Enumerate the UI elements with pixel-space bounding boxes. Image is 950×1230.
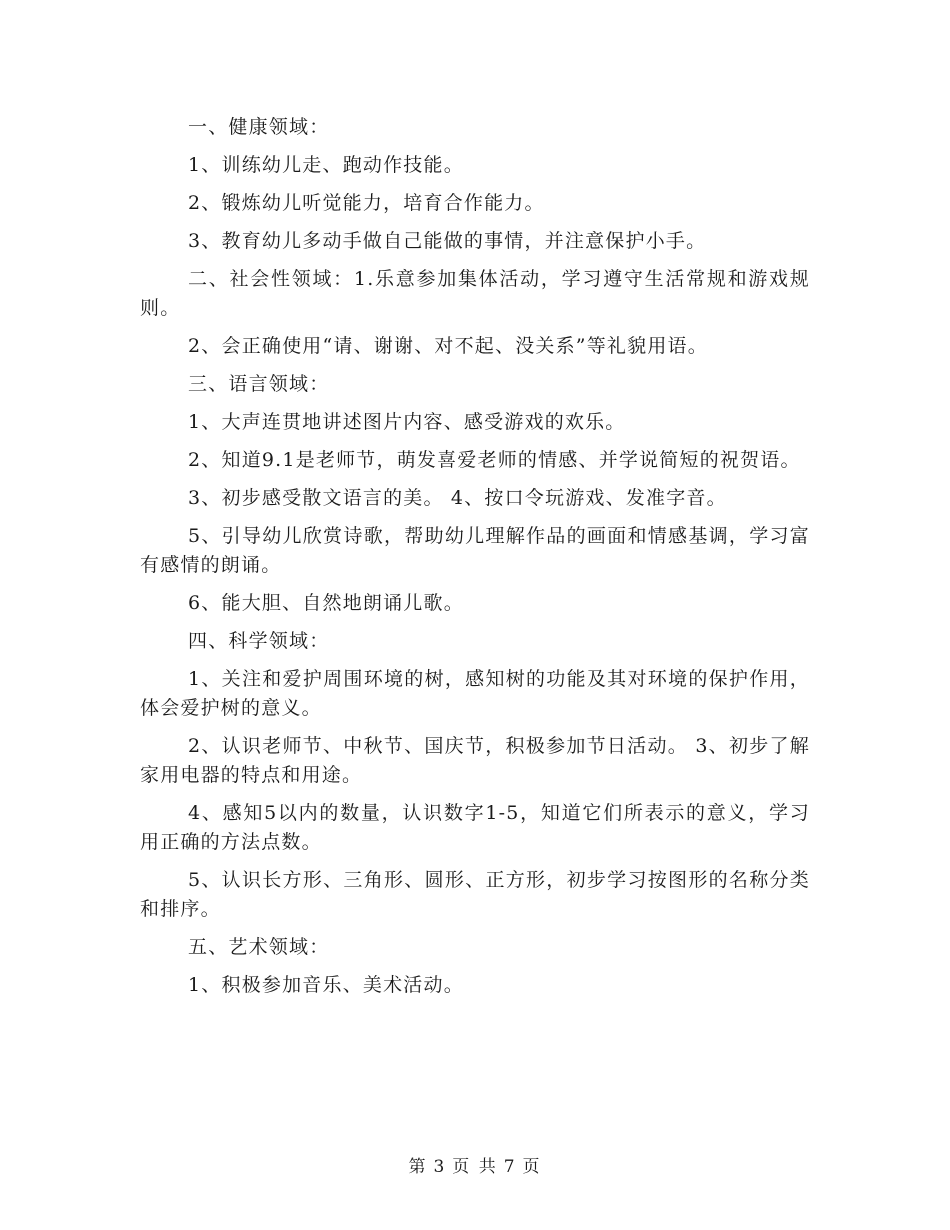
- paragraph: 3、初步感受散文语言的美。 4、按口令玩游戏、发准字音。: [188, 487, 727, 509]
- paragraph: 2、认识老师节、中秋节、国庆节，积极参加节日活动。 3、初步了解家用电器的特点和用途。: [140, 735, 810, 786]
- section-heading-social: 二、社会性领域：1.乐意参加集体活动，学习遵守生活常规和游戏规则。: [140, 268, 810, 319]
- paragraph: 1、积极参加音乐、美术活动。: [188, 974, 464, 996]
- section-heading-science: 四、科学领域：: [188, 630, 330, 652]
- paragraph: 5、引导幼儿欣赏诗歌，帮助幼儿理解作品的画面和情感基调，学习富有感情的朗诵。: [140, 525, 810, 576]
- footer-total-pages: 7: [503, 1157, 517, 1177]
- section-heading-art: 五、艺术领域：: [188, 936, 330, 958]
- section-heading-language: 三、语言领域：: [188, 373, 330, 395]
- paragraph: 2、会正确使用“请、谢谢、对不起、没关系”等礼貌用语。: [188, 335, 708, 357]
- paragraph: 1、训练幼儿走、跑动作技能。: [188, 154, 464, 176]
- section-heading-health: 一、健康领域：: [188, 116, 330, 138]
- document-body: [140, 113, 810, 1009]
- footer-current-page: 3: [433, 1157, 447, 1177]
- paragraph: 5、认识长方形、三角形、圆形、正方形，初步学习按图形的名称分类和排序。: [140, 869, 810, 920]
- paragraph: 2、知道9.1是老师节，萌发喜爱老师的情感、并学说简短的祝贺语。: [188, 449, 801, 471]
- footer-suffix: 页: [522, 1157, 542, 1177]
- paragraph: 6、能大胆、自然地朗诵儿歌。: [188, 592, 464, 614]
- footer-middle: 页 共: [452, 1157, 498, 1177]
- paragraph: 3、教育幼儿多动手做自己能做的事情，并注意保护小手。: [188, 230, 707, 252]
- paragraph: 2、锻炼幼儿听觉能力，培育合作能力。: [188, 192, 545, 214]
- paragraph: 4、感知5以内的数量，认识数字1-5，知道它们所表示的意义，学习用正确的方法点数。: [140, 802, 810, 853]
- footer-prefix: 第: [408, 1157, 428, 1177]
- paragraph: 1、大声连贯地讲述图片内容、感受游戏的欢乐。: [188, 411, 626, 433]
- paragraph: 1、关注和爱护周围环境的树，感知树的功能及其对环境的保护作用，体会爱护树的意义。: [140, 668, 810, 719]
- page-number-footer: [0, 1152, 950, 1177]
